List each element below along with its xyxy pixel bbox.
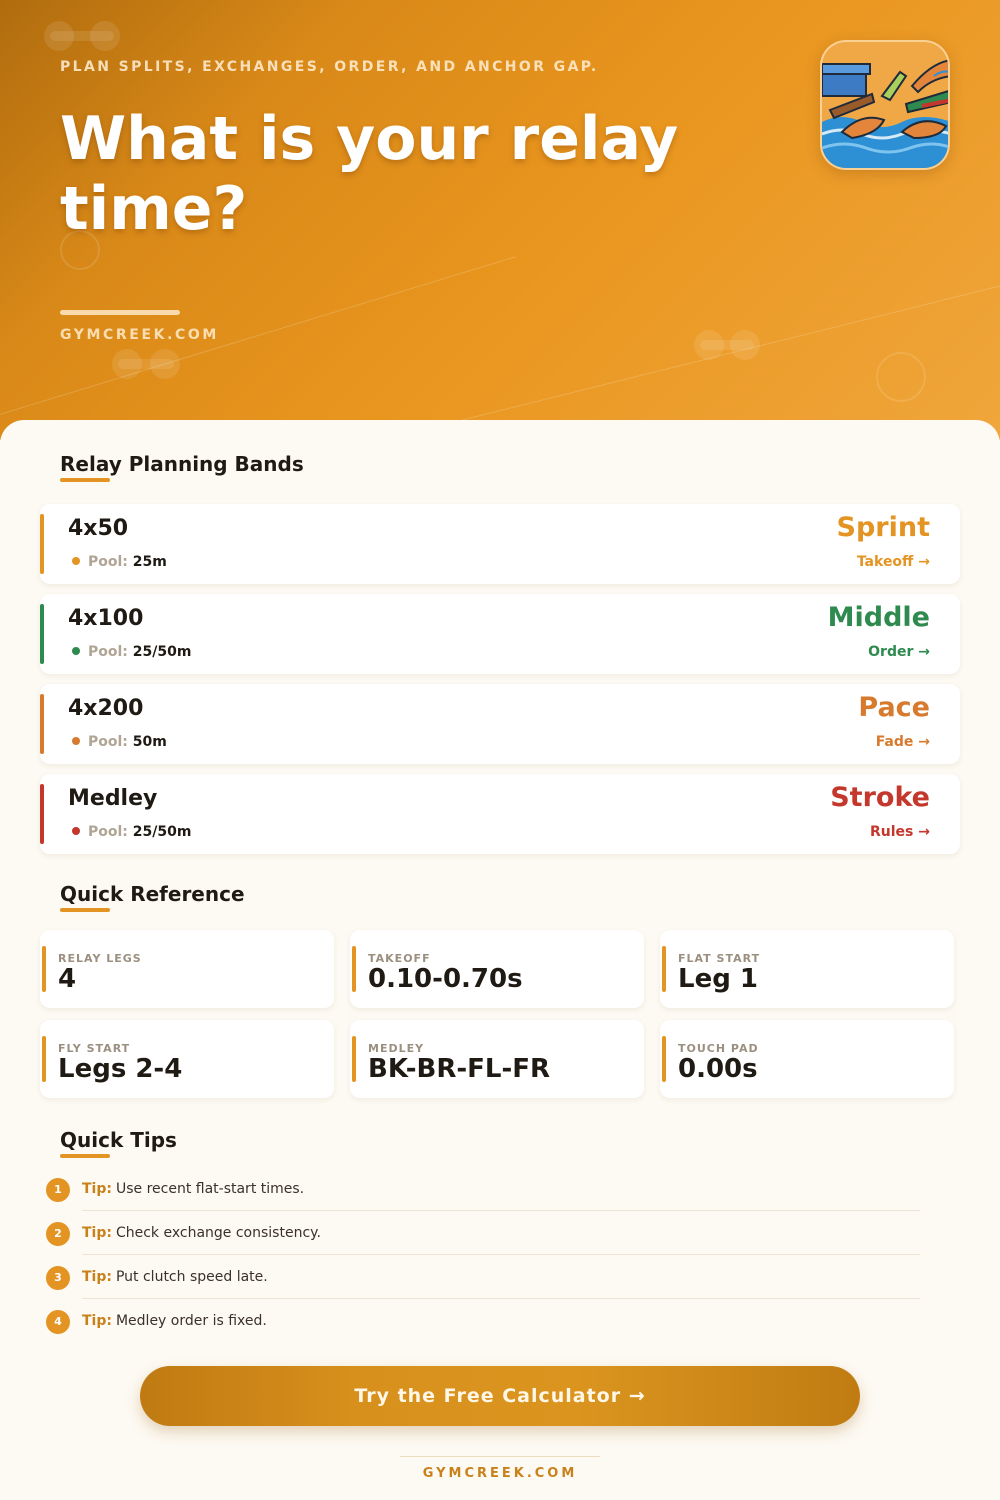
header-divider (60, 310, 180, 315)
bands-section-title: Relay Planning Bands (60, 452, 304, 476)
card-accent (352, 1036, 356, 1082)
band-link[interactable]: Rules → (870, 824, 930, 840)
relay-swimmer-icon (820, 40, 950, 170)
tip-number: 1 (46, 1178, 70, 1202)
card-accent (42, 946, 46, 992)
tip-number: 3 (46, 1266, 70, 1290)
tip-divider (82, 1210, 920, 1211)
tip-text (82, 1181, 304, 1197)
tip-number: 4 (46, 1310, 70, 1334)
band-name: Medley (68, 786, 158, 811)
footer-domain[interactable]: GYMCREEK.COM (422, 1466, 578, 1481)
reference-card (660, 1020, 954, 1098)
section-underline (60, 478, 110, 482)
card-value: BK-BR-FL-FR (368, 1054, 551, 1084)
section-underline (60, 908, 110, 912)
band-name: 4x100 (68, 606, 144, 631)
band-link[interactable]: Order → (868, 644, 930, 660)
pool-dot (72, 737, 80, 745)
band-pool (72, 824, 191, 840)
pool-dot (72, 647, 80, 655)
tip-number: 2 (46, 1222, 70, 1246)
tip-text (82, 1269, 268, 1285)
content-panel (0, 420, 1000, 1500)
tip-body: Check exchange consistency. (115, 1225, 321, 1241)
band-category: Stroke (830, 782, 930, 813)
pool-label: Pool: (88, 554, 128, 570)
band-name: 4x50 (68, 516, 129, 541)
decor-ring-icon (876, 352, 926, 402)
card-label: FLY START (58, 1042, 131, 1055)
hero-header (0, 0, 1000, 440)
card-value: 0.10-0.70s (368, 964, 523, 994)
tip-body: Medley order is fixed. (115, 1313, 267, 1329)
page-title: What is your relay time? (60, 104, 679, 244)
card-value: Leg 1 (678, 964, 758, 994)
band-category: Middle (827, 602, 930, 633)
pool-label: Pool: (88, 644, 128, 660)
band-accent (40, 694, 44, 754)
band-card[interactable] (40, 774, 960, 854)
tip-divider (82, 1254, 920, 1255)
pool-label: Pool: (88, 824, 128, 840)
reference-section-title: Quick Reference (60, 882, 245, 906)
card-label: FLAT START (678, 952, 761, 965)
band-card[interactable] (40, 684, 960, 764)
band-pool (72, 734, 167, 750)
card-value: 4 (58, 964, 77, 994)
header-eyebrow: PLAN SPLITS, EXCHANGES, ORDER, AND ANCHOR GAP. (60, 59, 599, 75)
reference-card (40, 930, 334, 1008)
band-link[interactable]: Takeoff → (856, 554, 930, 570)
tip-body: Use recent flat-start times. (115, 1181, 305, 1197)
card-accent (662, 946, 666, 992)
tip-body: Put clutch speed late. (115, 1269, 268, 1285)
band-link[interactable]: Fade → (875, 734, 930, 750)
band-category: Sprint (836, 512, 930, 543)
tip-label: Tip: (82, 1313, 112, 1329)
band-accent (40, 784, 44, 844)
tip-item (46, 1222, 920, 1266)
pool-value: 50m (132, 734, 167, 750)
footer-divider (400, 1456, 600, 1457)
pool-label: Pool: (88, 734, 128, 750)
card-value: 0.00s (678, 1054, 758, 1084)
band-pool (72, 644, 191, 660)
header-domain: GYMCREEK.COM (60, 327, 219, 343)
reference-card (350, 1020, 644, 1098)
tip-text (82, 1313, 267, 1329)
pool-dot (72, 557, 80, 565)
band-name: 4x200 (68, 696, 144, 721)
reference-card (40, 1020, 334, 1098)
section-underline (60, 1154, 110, 1158)
card-accent (352, 946, 356, 992)
decor-dumbbell-icon (50, 31, 114, 41)
tip-label: Tip: (82, 1269, 112, 1285)
card-label: RELAY LEGS (58, 952, 142, 965)
card-value: Legs 2-4 (58, 1054, 183, 1084)
tip-divider (82, 1298, 920, 1299)
card-accent (42, 1036, 46, 1082)
card-label: MEDLEY (368, 1042, 425, 1055)
band-pool (72, 554, 167, 570)
tip-label: Tip: (82, 1181, 112, 1197)
decor-dumbbell-icon (118, 359, 174, 369)
band-category: Pace (858, 692, 930, 723)
tip-item (46, 1310, 920, 1354)
tip-text (82, 1225, 321, 1241)
reference-card (660, 930, 954, 1008)
band-card[interactable] (40, 504, 960, 584)
decor-dumbbell-icon (700, 340, 754, 350)
pool-value: 25/50m (132, 644, 192, 660)
tips-section-title: Quick Tips (60, 1128, 177, 1152)
band-card[interactable] (40, 594, 960, 674)
reference-card (350, 930, 644, 1008)
pool-value: 25m (132, 554, 167, 570)
tip-item (46, 1178, 920, 1222)
tip-label: Tip: (82, 1225, 112, 1241)
band-accent (40, 604, 44, 664)
card-label: TAKEOFF (368, 952, 431, 965)
pool-dot (72, 827, 80, 835)
card-label: TOUCH PAD (678, 1042, 759, 1055)
pool-value: 25/50m (132, 824, 192, 840)
calculator-cta-button[interactable]: Try the Free Calculator → (140, 1366, 860, 1426)
card-accent (662, 1036, 666, 1082)
band-accent (40, 514, 44, 574)
tip-item (46, 1266, 920, 1310)
